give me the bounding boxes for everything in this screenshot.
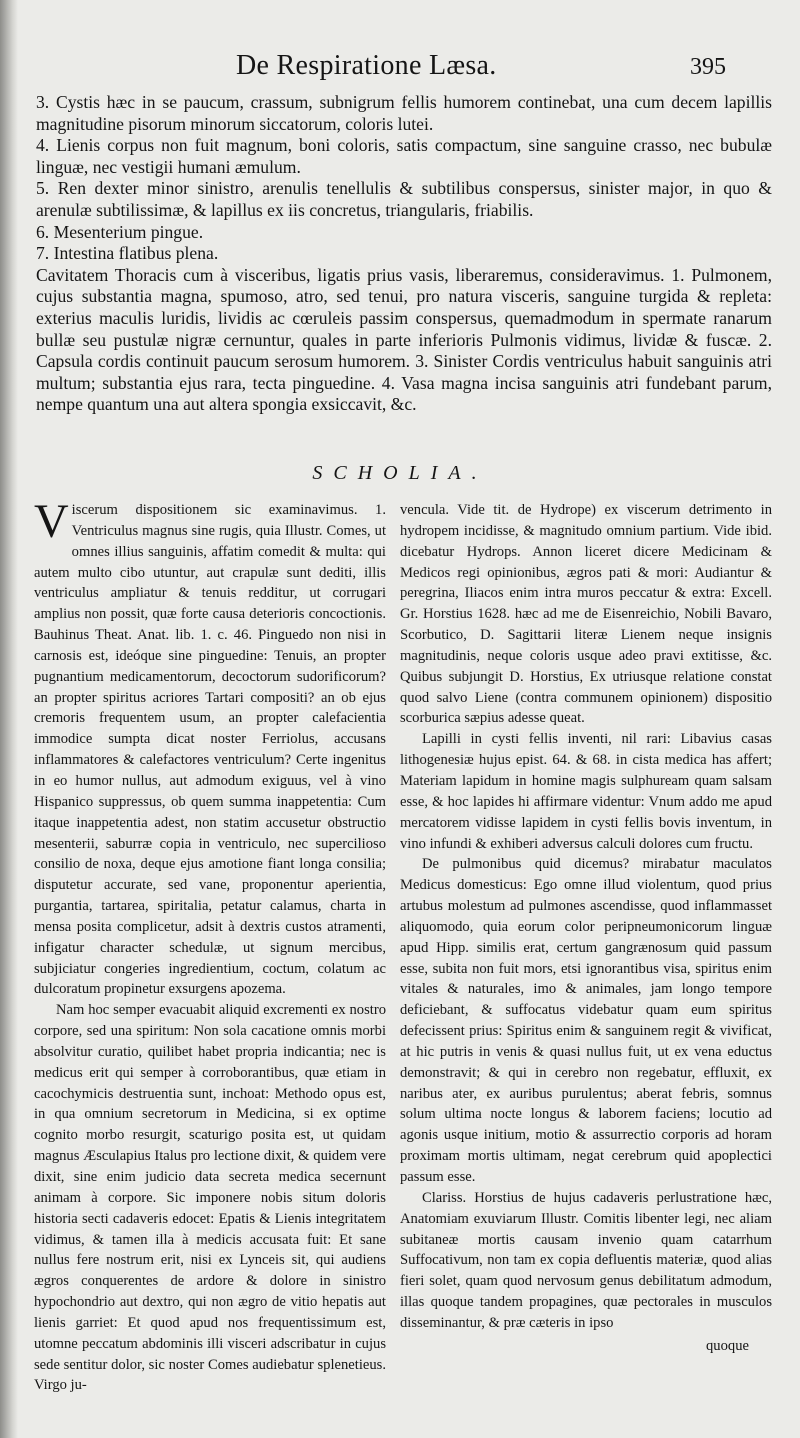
- left-paragraph: Viscerum dispositionem sic examinavimus. 1. Ventriculus magnus sine rugis, quia Illustr. Comes, ut omnes illius sanguinis, affatim comedit & multa: qui autem multo cibo utuntur, aut crapulæ sunt dediti, illis ventriculus ampliatur & tenuis redditur, ut corrugari amplius non possit, quæ forte causa deterioris concoctionis. Bauhinus Theat. Anat. lib. 1. c. 46. Pinguedo non nisi in carnosis est, ideóque sine pinguedine: Tenuis, an propter pugnantium medicamentorum, decoctorum sudorificorum? an propter spiritus acriores Tartari compositi? an ob ejus cremoris frequentem usum, an propter calefacientia immodice sumpta dicat noster Ferriolus, accusans inflammatores & calefactores ventriculum? Certe ingenitus in eo humor nullus, aut admodum exiguus, vel à vino Hispanico suppressus, ob quem summa inappetentia: Cum itaque inappetentia adest, non statim accusetur obstructio mesenterii, saburræ copia in ventriculo, nec supercilioso consilio de noxa, deque ejus amotione fiant longa consilia; disputetur accurate, sed vane, proponentur aperientia, purgantia, tartarea, spiritalia, petatur calamus, charta in mensa posita complicetur, adsit à dextris custos atramenti, infigatur character schedulæ, ut signum mercibus, subjiciatur congeries ingredientium, coctum, colatum ac dulcoratum propinetur exsurgens apozema.: [34, 495, 386, 998]
- right-paragraph: vencula. Vide tit. de Hydrope) ex viscerum detrimento in hydropem incidisse, & magnitudo omnium partium. Vide ibid. dicebatur Hydrops. Annon liceret dicere Medicinam & Medicos regi opinionibus, ægros pati & mori: Audiantur & peregrina, Iliacos enim intra muros peccatur & extra: Excell. Gr. Horstius 1628. hæc ad me de Eisenreichio, Nobili Bavaro, Scorbutico, D. Sagittarii literæ Lienem neque insignis magnitudinis, neque coloris usque adeo pravi extitisse, &c. Quibus subjungit D. Horstius, Ex utriusque relatione constat quod salvo Liene (contra communem opinionem) dispositio scorburica sæpius adesse queat.: [400, 502, 772, 727]
- finding-ren: 5. Ren dexter minor sinistro, arenulis tenellulis & subtilibus conspersus, sinister major, in quo & arenulæ subtilissimæ, & lapillus ex iis concretus, triangularis, friabilis.: [36, 178, 772, 220]
- left-paragraph: Nam hoc semper evacuabit aliquid excrementi ex nostro corpore, sed una spiritum: Non sola cacatione omnis morbi absolvitur curatio, quilibet habet propria indicantia; nec is medicus erit qui semper à corroborantibus, quæ etiam in cacochymicis destruentia sunt, inchoat: Methodo opus est, in qua omnium secretorum in Medicina, si ex optime cognito morbo resurgit, scaturigo posita est, ut quidam magnus Æsculapius Italus pro lectione dixit, & quidem vere dixit, sine enim judicio data secreta medica secernunt animam à corpore. Sic imponere nobis situm doloris historia secti cadaveris edocet: Epatis & Lienis integritatem vidimus, & tamen illa à medicis accusata fuit: Et sane nullus fere nostrum erit, nisi ex Lynceis sit, qui audiens ægros conquerentes de ardore & dolore in sinistro hypochondrio aut dextro, qui non ægro de vitio hepatis aut lienis garriet: Et quod apud nos frequentissimum est, utomne peccatum abdominis illi visceri adscribatur in cujus sede sentitur dolor, sic noster Comes audiebatur splenetieus. Virgo ju-: [34, 1002, 386, 1394]
- right-paragraph: De pulmonibus quid dicemus? mirabatur maculatos Medicus domesticus: Ego omne illud violentum, quod prius artubus molestum ad pulmones ascendisse, quod inflammasset aliquomodo, quia eorum color peripneumonicorum linguæ apud Hipp. similis erat, certum gangrænosum quid passum esse, subita non fuit mors, etsi ignorantibus visa, spiritus enim vitales & naturales, imo & animales, jam longo tempore deficiebant, & suffocatus videbatur quam eum spiritus defecissent prius: Spiritus enim & sanguinem regit & vivificat, at hic putris in venis & quasi nullus fuit, ut ex vena eductus demonstravit; & qui in cerebro non regebatur, effluxit, ex naribus ater, ex auribus purulentus; aberat febris, somnus solum ultima nocte longus & laborem faciens; locutio ad agonis usque initium, motio & assurrectio corporis ad horam proximam mortis ultimam, negat cerebrum quid apoplectici passum esse.: [400, 856, 772, 1185]
- scholia-heading: SCHOLIA.: [312, 462, 488, 484]
- finding-cystis: 3. Cystis hæc in se paucum, crassum, subnigrum fellis humorem continebat, una cum decem lapillis magnitudine pisorum minorum siccatorum, coloris lutei.: [36, 92, 772, 134]
- catchword: quoque: [706, 1338, 749, 1354]
- page-header: [0, 48, 800, 88]
- right-paragraph: Lapilli in cysti fellis inventi, nil rari: Libavius casas lithogenesiæ hujus epist. 64. & 68. in cista medica has affert; Materiam lapidum in homine magis sulphuream quam salsam esse, & hoc lapides hi affirmare videntur: Vnum addo me apud mercatorem vidisse lapidem in cysti fellis bovis inventum, in vino infundi & exhiberi adversus calculi dolores cum fructu.: [400, 731, 772, 852]
- right-column: [400, 500, 772, 1334]
- finding-mesenterium: 6. Mesenterium pingue.: [36, 221, 204, 242]
- running-title: De Respiratione Læsa.: [236, 50, 497, 81]
- autopsy-findings: [36, 92, 772, 416]
- finding-thorax: Cavitatem Thoracis cum à visceribus, ligatis prius vasis, liberaremus, consideravimus. 1. Pulmonem, cujus substantia magna, spumoso, atro, sed tenui, pro natura visceris, sanguine turgida & repleta: exterius maculis luridis, lividis ac cœruleis passim conspersus, quemadmodum in spermate ranarum bullæ seu pustulæ nigræ cernuntur, quales in parte inferioris Pulmonis vidimus, lividæ & fuscæ. 2. Capsula cordis continuit paucum serosum humorem. 3. Sinister Cordis ventriculus habuit sanguinis atri multum; substantia ejus rara, tecta pinguedine. 4. Vasa magna incisa sanguinis atri fundebant parum, nempe quantum una aut altera spongia exsiccavit, &c.: [36, 264, 772, 415]
- page-number: 395: [690, 54, 726, 80]
- right-paragraph: Clariss. Horstius de hujus cadaveris perlustratione hæc, Anatomiam exuviarum Illustr. Comitis libenter legi, nec aliam subitaneæ mortis causam invenio quam catarrhum Suffocativum, non tam ex copia defluentis materiæ, quod alias fieri solet, quam quod nervosum genus debilitatum admodum, illas quoque tandem propagines, quæ pectorales in musculos disseminantur, & præ cæteris in ipso: [400, 1189, 772, 1331]
- left-column: [34, 495, 386, 1396]
- finding-lienis: 4. Lienis corpus non fuit magnum, boni coloris, satis compactum, sine sanguine crasso, nec bubulæ linguæ, nec vestigii humani æmulum.: [36, 135, 772, 177]
- page-gutter-shadow: [0, 0, 18, 1438]
- finding-intestina: 7. Intestina flatibus plena.: [36, 243, 219, 264]
